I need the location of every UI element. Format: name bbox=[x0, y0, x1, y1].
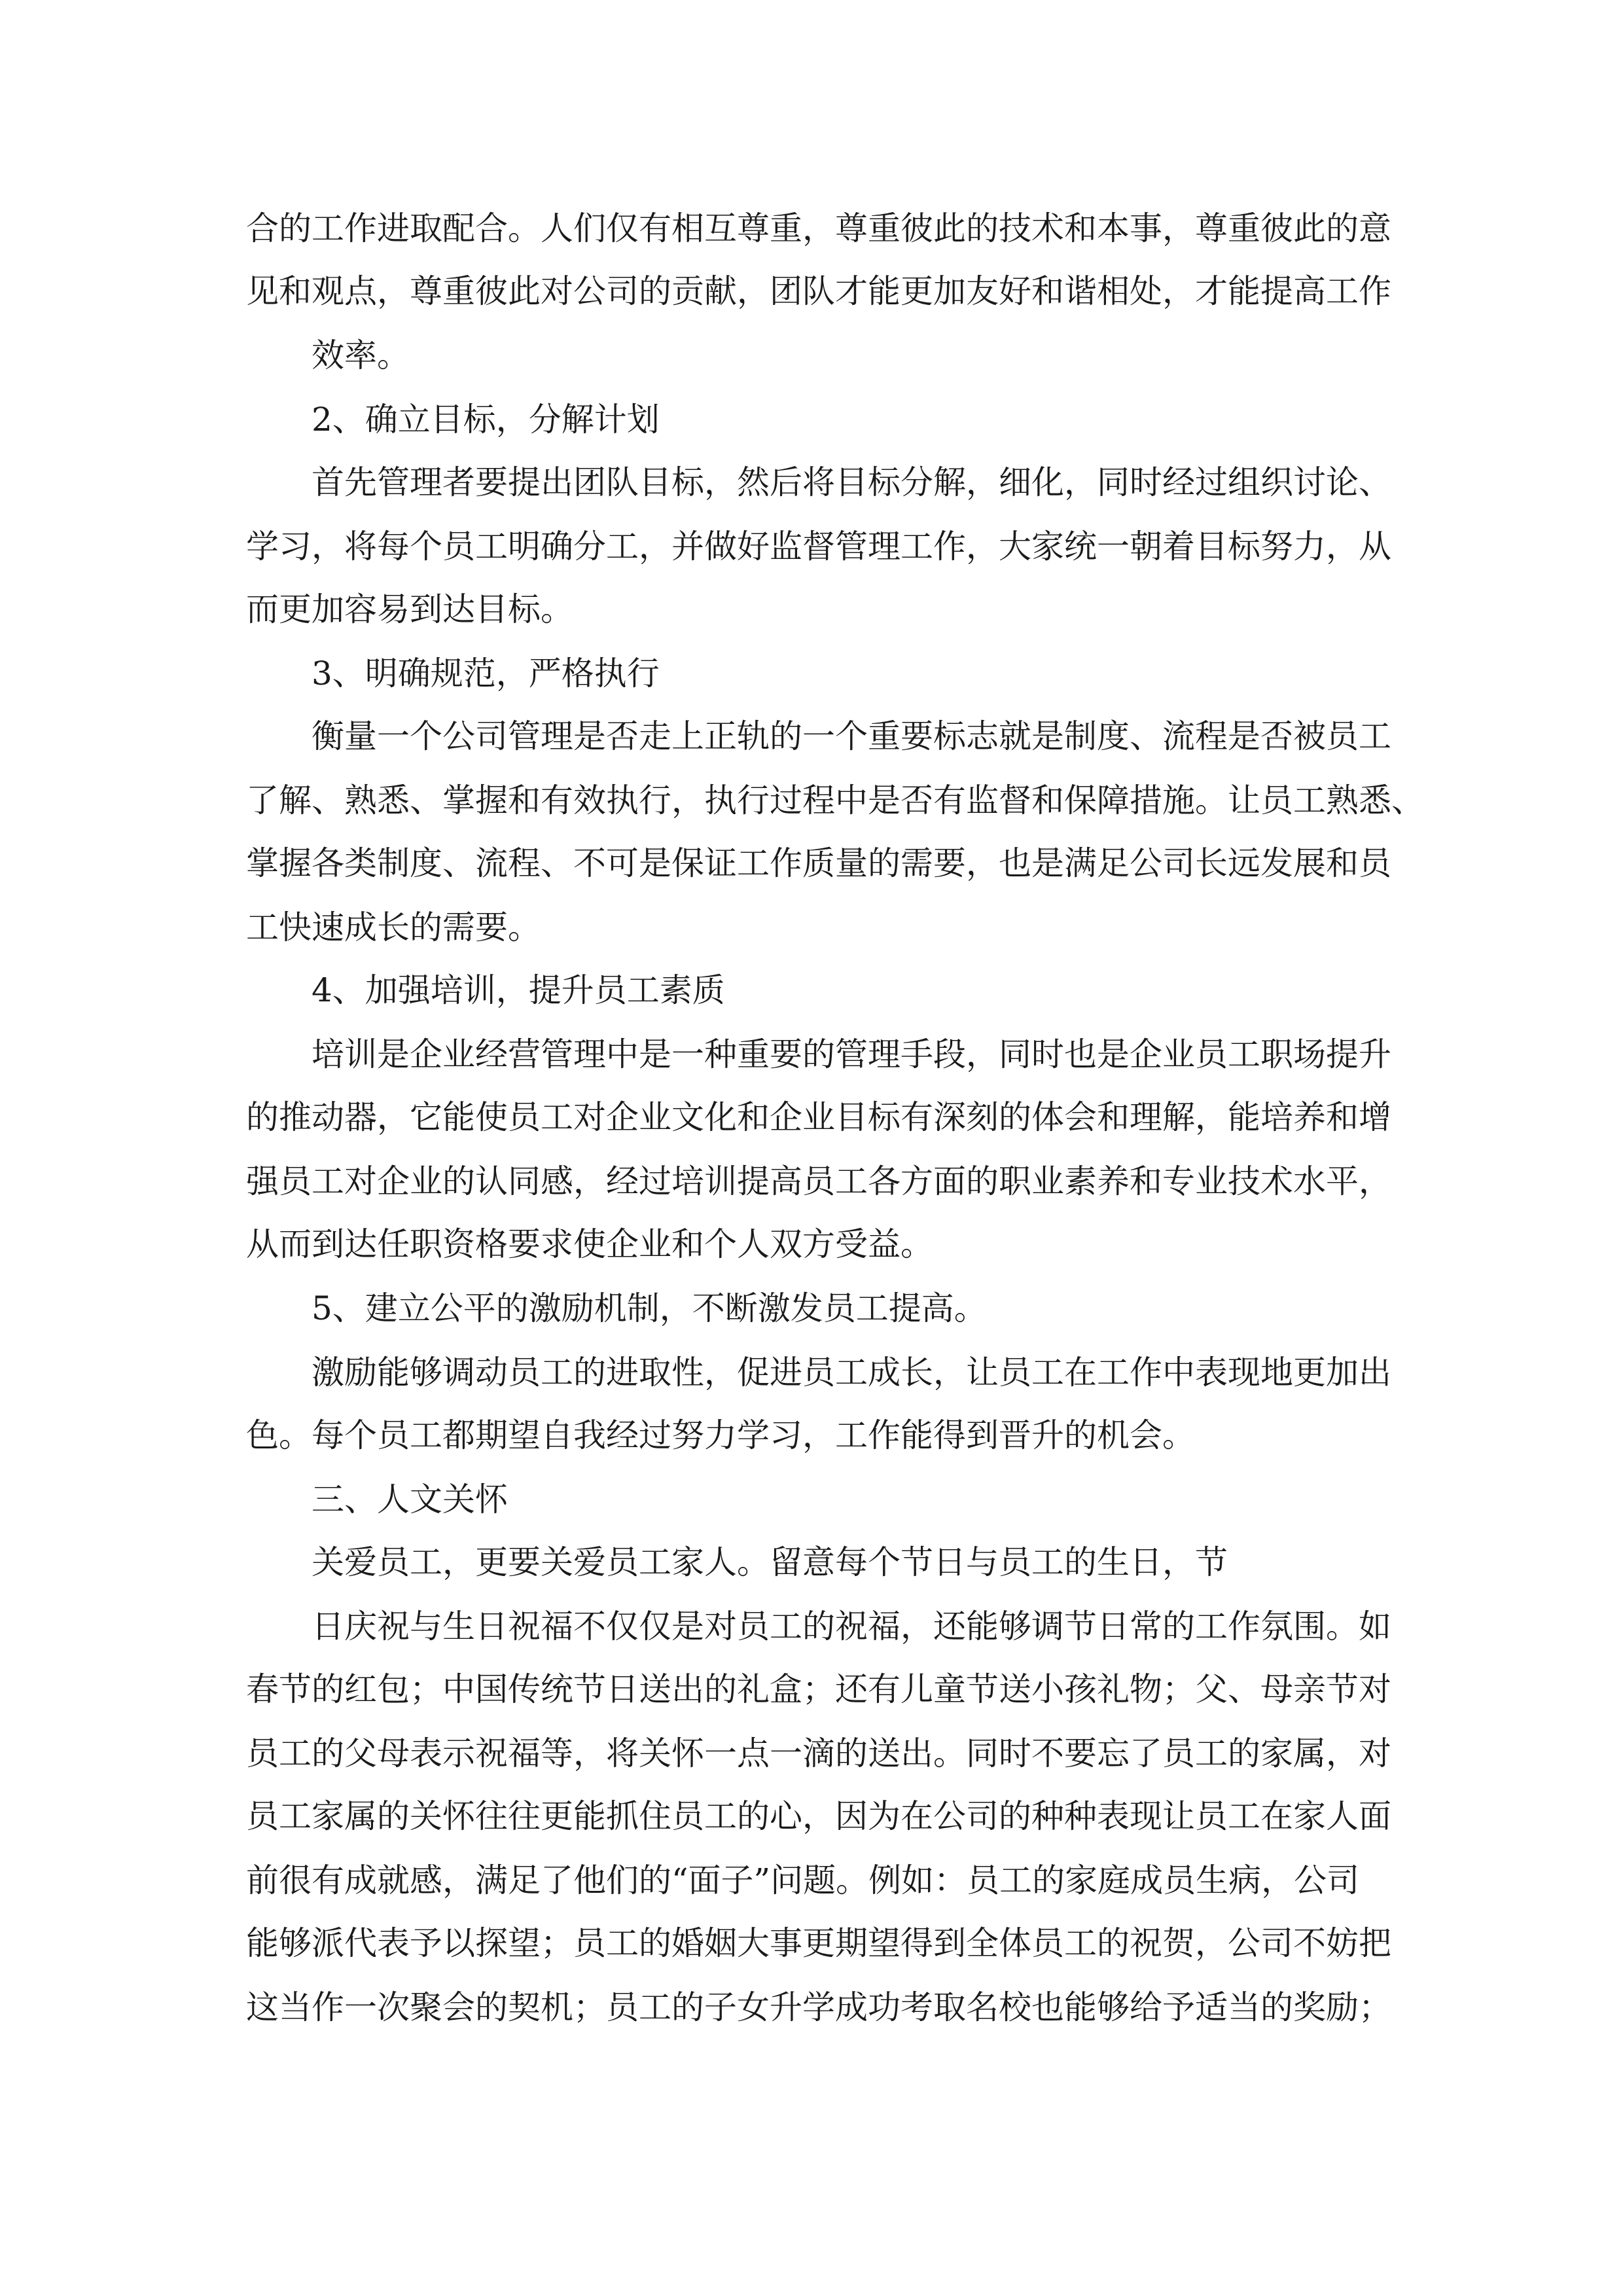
text-line: 激励能够调动员工的进取性，促进员工成长，让员工在工作中表现地更加出 bbox=[312, 1354, 1391, 1391]
text-line: 关爱员工，更要关爱员工家人。留意每个节日与员工的生日，节 bbox=[312, 1543, 1228, 1581]
text-line: 的推动器，它能使员工对企业文化和企业目标有深刻的体会和理解，能培养和增 bbox=[246, 1098, 1391, 1136]
text-line: 强员工对企业的认同感，经过培训提高员工各方面的职业素养和专业技术水平， bbox=[246, 1162, 1391, 1200]
section-heading: 3、明确规范，严格执行 bbox=[312, 655, 660, 692]
text-line: 而更加容易到达目标。 bbox=[246, 590, 573, 628]
text-line: 了解、熟悉、掌握和有效执行，执行过程中是否有监督和保障措施。让员工熟悉、 bbox=[246, 781, 1424, 819]
text-line: 学习，将每个员工明确分工，并做好监督管理工作，大家统一朝着目标努力，从 bbox=[246, 528, 1391, 565]
text-line: 见和观点，尊重彼此对公司的贡献，团队才能更加友好和谐相处，才能提高工作 bbox=[246, 272, 1391, 310]
text-line: 员工家属的关怀往往更能抓住员工的心，因为在公司的种种表现让员工在家人面 bbox=[246, 1797, 1391, 1835]
text-line: 色。每个员工都期望自我经过努力学习，工作能得到晋升的机会。 bbox=[246, 1416, 1195, 1454]
text-line: 能够派代表予以探望；员工的婚姻大事更期望得到全体员工的祝贺，公司不妨把 bbox=[246, 1924, 1391, 1962]
section-heading: 三、人文关怀 bbox=[312, 1480, 508, 1518]
text-line: 衡量一个公司管理是否走上正轨的一个重要标志就是制度、流程是否被员工 bbox=[312, 717, 1391, 755]
text-line: 首先管理者要提出团队目标，然后将目标分解，细化，同时经过组织讨论、 bbox=[312, 463, 1391, 501]
text-line: 掌握各类制度、流程、不可是保证工作质量的需要，也是满足公司长远发展和员 bbox=[246, 844, 1391, 882]
section-heading: 5、建立公平的激励机制，不断激发员工提高。 bbox=[312, 1289, 987, 1327]
text-line: 员工的父母表示祝福等，将关怀一点一滴的送出。同时不要忘了员工的家属，对 bbox=[246, 1734, 1391, 1772]
text-line: 合的工作进取配合。人们仅有相互尊重，尊重彼此的技术和本事，尊重彼此的意 bbox=[246, 209, 1391, 247]
text-line: 春节的红包；中国传统节日送出的礼盒；还有儿童节送小孩礼物；父、母亲节对 bbox=[246, 1670, 1391, 1708]
text-line: 前很有成就感，满足了他们的“面子”问题。例如：员工的家庭成员生病，公司 bbox=[246, 1861, 1360, 1899]
text-line: 效率。 bbox=[312, 336, 410, 374]
text-line: 培训是企业经营管理中是一种重要的管理手段，同时也是企业员工职场提升 bbox=[312, 1035, 1391, 1073]
text-line: 日庆祝与生日祝福不仅仅是对员工的祝福，还能够调节日常的工作氛围。如 bbox=[312, 1607, 1391, 1645]
section-heading: 2、确立目标，分解计划 bbox=[312, 401, 660, 439]
text-line: 这当作一次聚会的契机；员工的子女升学成功考取名校也能够给予适当的奖励； bbox=[246, 1988, 1391, 2026]
section-heading: 4、加强培训，提升员工素质 bbox=[312, 971, 725, 1009]
text-line: 从而到达任职资格要求使企业和个人双方受益。 bbox=[246, 1225, 933, 1263]
text-line: 工快速成长的需要。 bbox=[246, 908, 541, 946]
